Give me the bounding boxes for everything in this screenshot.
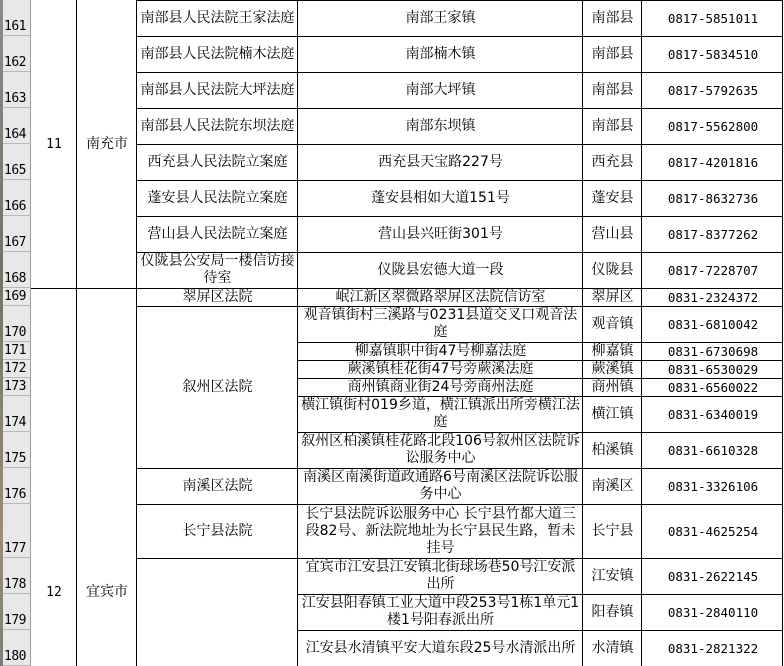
- phone-cell[interactable]: 0831-6810042: [667, 316, 759, 332]
- area-cell[interactable]: 南部县: [591, 81, 634, 98]
- area-cell[interactable]: 西充县: [591, 153, 634, 170]
- gridline: [136, 36, 783, 37]
- area-cell[interactable]: 阳春镇: [591, 603, 634, 620]
- gridline: [136, 216, 783, 217]
- address-cell[interactable]: 营山县兴旺街301号: [378, 225, 503, 242]
- row-header[interactable]: 175: [3, 432, 31, 468]
- area-cell[interactable]: 南部县: [591, 45, 634, 62]
- address-cell[interactable]: 仪陇县宏德大道一段: [377, 261, 504, 278]
- row-header[interactable]: 164: [3, 108, 31, 144]
- gridline: [31, 288, 783, 289]
- phone-cell[interactable]: 0831-2622145: [667, 568, 759, 584]
- phone-cell[interactable]: 0817-8377262: [667, 226, 759, 242]
- gridline: [136, 468, 783, 469]
- gridline: [641, 0, 642, 666]
- phone-cell[interactable]: 0831-2324372: [667, 289, 759, 305]
- address-cell[interactable]: 观音镇街村三溪路与0231县道交叉口观音法庭: [303, 307, 578, 340]
- address-cell[interactable]: 西充县天宝路227号: [378, 153, 503, 170]
- city-cell[interactable]: 宜宾市: [86, 583, 128, 600]
- address-cell[interactable]: 江安县水清镇平安大道东段25号水清派出所: [305, 639, 576, 656]
- phone-cell[interactable]: 0817-5562800: [667, 118, 759, 134]
- gridline: [76, 0, 77, 666]
- phone-cell[interactable]: 0831-6610328: [667, 442, 759, 458]
- court-name-cell[interactable]: 西充县人民法院立案庭: [147, 153, 288, 170]
- area-cell[interactable]: 观音镇: [591, 315, 634, 332]
- area-cell[interactable]: 蕨溪镇: [591, 360, 634, 377]
- gridline: [136, 306, 783, 307]
- phone-cell[interactable]: 0831-6730698: [667, 343, 759, 359]
- row-header[interactable]: 177: [3, 504, 31, 558]
- area-cell[interactable]: 长宁县: [591, 522, 634, 539]
- court-name-cell[interactable]: 翠屏区法院: [182, 288, 253, 305]
- area-cell[interactable]: 水清镇: [591, 639, 634, 656]
- court-name-cell[interactable]: 南部县人民法院王家法庭: [140, 9, 295, 26]
- court-name-cell[interactable]: 南部县人民法院东坝法庭: [140, 117, 295, 134]
- address-cell[interactable]: 南部东坝镇: [405, 117, 476, 134]
- phone-cell[interactable]: 0831-2821322: [667, 640, 759, 656]
- area-cell[interactable]: 南溪区: [591, 477, 634, 494]
- row-header[interactable]: 173: [3, 378, 31, 396]
- row-header[interactable]: 169: [3, 288, 31, 306]
- gridline: [297, 630, 783, 631]
- area-cell[interactable]: 翠屏区: [591, 288, 634, 305]
- gridline: [136, 504, 783, 505]
- gridline: [136, 144, 783, 145]
- gridline: [297, 594, 783, 595]
- phone-cell[interactable]: 0831-6560022: [667, 379, 759, 395]
- address-cell[interactable]: 蓬安县相如大道151号: [371, 189, 510, 206]
- area-cell[interactable]: 横江镇: [591, 405, 634, 422]
- gridline: [297, 432, 783, 433]
- address-cell[interactable]: 南溪区南溪街道政通路6号南溪区法院诉讼服务中心: [303, 469, 578, 502]
- row-header[interactable]: 171: [3, 342, 31, 360]
- address-cell[interactable]: 商州镇商业街24号旁商州法庭: [347, 378, 534, 395]
- area-cell[interactable]: 蓬安县: [591, 189, 634, 206]
- court-name-cell[interactable]: 营山县人民法院立案庭: [147, 225, 288, 242]
- address-cell[interactable]: 叙州区柏溪镇桂花路北段106号叙州区法院诉讼服务中心: [301, 433, 580, 466]
- area-cell[interactable]: 柳嘉镇: [591, 342, 634, 359]
- gridline: [136, 108, 783, 109]
- court-name-cell-empty[interactable]: [137, 558, 298, 666]
- row-header[interactable]: 172: [3, 360, 31, 378]
- gridline: [297, 360, 783, 361]
- gridline: [136, 0, 137, 666]
- row-header[interactable]: 179: [3, 594, 31, 630]
- row-header[interactable]: 165: [3, 144, 31, 180]
- address-cell[interactable]: 蕨溪镇桂花街47号旁蕨溪法庭: [347, 360, 534, 377]
- phone-cell[interactable]: 0831-6530029: [667, 361, 759, 377]
- area-cell[interactable]: 江安镇: [591, 567, 634, 584]
- gridline: [136, 72, 783, 73]
- row-header[interactable]: 170: [3, 306, 31, 342]
- address-cell[interactable]: 宜宾市江安县江安镇北街球场巷50号江安派出所: [305, 559, 576, 592]
- address-cell[interactable]: 长宁县法院诉讼服务中心 长宁县竹都大道三段82号、新法院地址为长宁县民生路，暂未挂号: [305, 505, 576, 556]
- group-index-cell[interactable]: 11: [46, 136, 62, 152]
- address-cell[interactable]: 南部楠木镇: [405, 45, 476, 62]
- city-cell[interactable]: 南充市: [86, 135, 128, 152]
- area-cell[interactable]: 商州镇: [591, 378, 634, 395]
- row-header[interactable]: 174: [3, 396, 31, 432]
- court-name-cell[interactable]: 南溪区法院: [182, 477, 253, 494]
- phone-cell[interactable]: 0831-6340019: [667, 406, 759, 422]
- phone-cell[interactable]: 0817-7228707: [667, 262, 759, 278]
- address-cell[interactable]: 南部王家镇: [405, 9, 476, 26]
- row-header[interactable]: 167: [3, 216, 31, 252]
- area-cell[interactable]: 柏溪镇: [591, 441, 634, 458]
- row-header[interactable]: 163: [3, 72, 31, 108]
- area-cell[interactable]: 南部县: [591, 117, 634, 134]
- gridline: [297, 396, 783, 397]
- address-cell[interactable]: 横江镇街村019乡道，横江镇派出所旁横江法庭: [301, 397, 580, 430]
- gridline: [782, 0, 783, 666]
- phone-cell[interactable]: 0831-3326106: [667, 478, 759, 494]
- phone-cell[interactable]: 0817-5851011: [667, 10, 759, 26]
- area-cell[interactable]: 营山县: [591, 225, 634, 242]
- phone-cell[interactable]: 0817-5792635: [667, 82, 759, 98]
- gridline: [136, 180, 783, 181]
- gridline: [297, 342, 783, 343]
- row-header[interactable]: 161: [3, 0, 31, 36]
- area-cell[interactable]: 南部县: [591, 9, 634, 26]
- address-cell[interactable]: 岷江新区翠微路翠屏区法院信访室: [335, 288, 546, 305]
- court-name-cell[interactable]: 蓬安县人民法院立案庭: [147, 189, 288, 206]
- row-header[interactable]: 180: [3, 630, 31, 666]
- address-cell[interactable]: 南部大坪镇: [405, 81, 476, 98]
- court-name-cell-merged[interactable]: 叙州区法院: [182, 378, 253, 395]
- court-name-cell[interactable]: 南部县人民法院大坪法庭: [140, 81, 295, 98]
- phone-cell[interactable]: 0831-2840110: [667, 604, 759, 620]
- gridline: [297, 378, 783, 379]
- court-name-cell[interactable]: 长宁县法院: [182, 522, 253, 539]
- phone-cell[interactable]: 0817-5834510: [667, 46, 759, 62]
- gridline: [136, 558, 783, 559]
- address-cell[interactable]: 江安县阳春镇工业大道中段253号1栋1单元1楼1号阳春派出所: [301, 595, 580, 628]
- gridline: [582, 0, 583, 666]
- address-cell[interactable]: 柳嘉镇职中街47号柳嘉法庭: [354, 342, 527, 359]
- gridline: [297, 0, 298, 666]
- area-cell[interactable]: 仪陇县: [591, 261, 634, 278]
- court-name-cell[interactable]: 仪陇县公安局一楼信访接待室: [140, 253, 295, 286]
- gridline: [136, 252, 783, 253]
- court-name-cell[interactable]: 南部县人民法院楠木法庭: [140, 45, 295, 62]
- row-header[interactable]: 178: [3, 558, 31, 594]
- row-header[interactable]: 176: [3, 468, 31, 504]
- row-header[interactable]: 166: [3, 180, 31, 216]
- phone-cell[interactable]: 0831-4625254: [667, 523, 759, 539]
- phone-cell[interactable]: 0817-4201816: [667, 154, 759, 170]
- row-header[interactable]: 168: [3, 252, 31, 288]
- row-header[interactable]: 162: [3, 36, 31, 72]
- gridline: [136, 0, 783, 1]
- group-index-cell[interactable]: 12: [46, 584, 62, 600]
- phone-cell[interactable]: 0817-8632736: [667, 190, 759, 206]
